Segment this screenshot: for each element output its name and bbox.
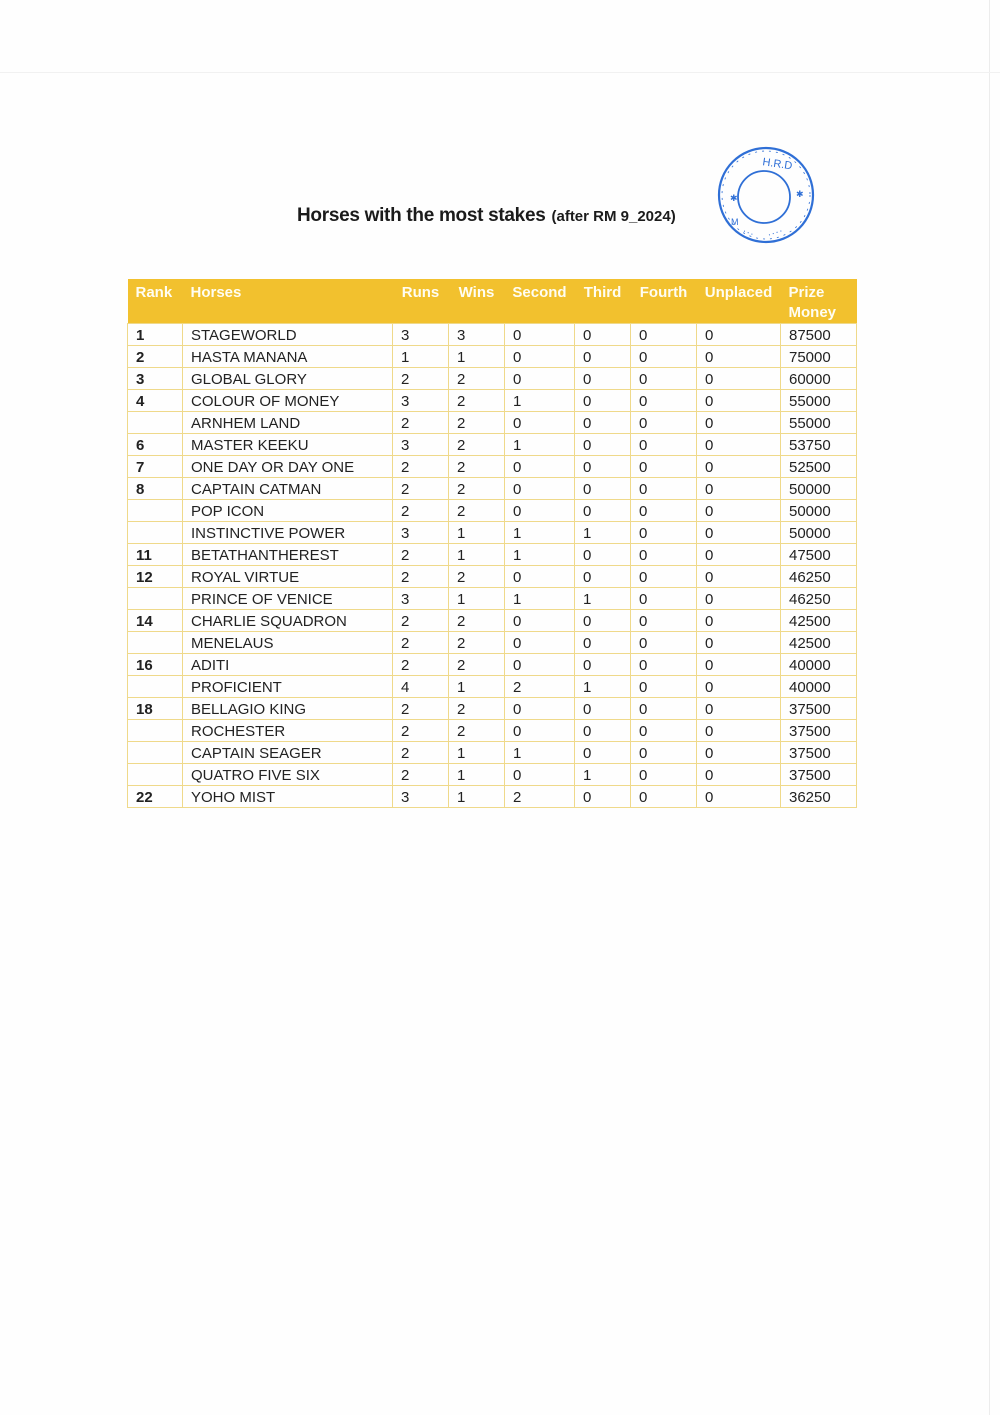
cell-wins: 2 (449, 720, 505, 742)
cell-fourth: 0 (631, 456, 697, 478)
cell-wins: 1 (449, 764, 505, 786)
cell-second: 1 (505, 390, 575, 412)
table-row (128, 390, 857, 412)
title-subtitle: (after RM 9_2024) (551, 208, 676, 225)
cell-horse: GLOBAL GLORY (183, 368, 393, 390)
cell-fourth: 0 (631, 390, 697, 412)
cell-runs: 3 (393, 786, 449, 808)
cell-unplaced: 0 (697, 544, 781, 566)
cell-runs: 3 (393, 390, 449, 412)
cell-wins: 1 (449, 522, 505, 544)
cell-runs: 2 (393, 742, 449, 764)
cell-third: 0 (575, 742, 631, 764)
cell-runs: 3 (393, 434, 449, 456)
cell-wins: 2 (449, 698, 505, 720)
cell-rank (128, 500, 183, 522)
cell-wins: 2 (449, 434, 505, 456)
cell-unplaced: 0 (697, 500, 781, 522)
cell-horse: STAGEWORLD (183, 324, 393, 346)
table-row (128, 500, 857, 522)
table-row (128, 412, 857, 434)
cell-fourth: 0 (631, 720, 697, 742)
cell-prize-money: 50000 (781, 478, 857, 500)
table-header-row (128, 279, 857, 324)
table-row (128, 632, 857, 654)
cell-unplaced: 0 (697, 610, 781, 632)
cell-rank: 1 (128, 324, 183, 346)
cell-prize-money: 53750 (781, 434, 857, 456)
cell-prize-money: 50000 (781, 500, 857, 522)
cell-runs: 2 (393, 720, 449, 742)
cell-third: 0 (575, 324, 631, 346)
table-row (128, 742, 857, 764)
cell-prize-money: 50000 (781, 522, 857, 544)
cell-wins: 2 (449, 500, 505, 522)
cell-wins: 2 (449, 456, 505, 478)
cell-third: 0 (575, 390, 631, 412)
header-third: Third (575, 279, 631, 324)
cell-fourth: 0 (631, 764, 697, 786)
svg-text:✱: ✱ (796, 190, 804, 200)
cell-horse: CAPTAIN SEAGER (183, 742, 393, 764)
table-row (128, 324, 857, 346)
cell-prize-money: 55000 (781, 412, 857, 434)
cell-third: 1 (575, 676, 631, 698)
cell-wins: 1 (449, 544, 505, 566)
cell-third: 0 (575, 698, 631, 720)
stamp-top-text: H.R.D (761, 156, 794, 173)
cell-second: 2 (505, 676, 575, 698)
svg-text:✱: ✱ (730, 194, 738, 204)
cell-rank (128, 764, 183, 786)
cell-third: 1 (575, 764, 631, 786)
cell-horse: POP ICON (183, 500, 393, 522)
cell-fourth: 0 (631, 632, 697, 654)
cell-third: 0 (575, 368, 631, 390)
cell-rank: 4 (128, 390, 183, 412)
cell-horse: ONE DAY OR DAY ONE (183, 456, 393, 478)
scan-line (0, 72, 1000, 73)
cell-fourth: 0 (631, 698, 697, 720)
cell-unplaced: 0 (697, 742, 781, 764)
table-body (128, 324, 857, 808)
cell-horse: ROCHESTER (183, 720, 393, 742)
cell-prize-money: 42500 (781, 632, 857, 654)
cell-third: 1 (575, 522, 631, 544)
header-runs: Runs (393, 279, 449, 324)
cell-second: 0 (505, 346, 575, 368)
cell-fourth: 0 (631, 324, 697, 346)
cell-unplaced: 0 (697, 324, 781, 346)
cell-third: 0 (575, 632, 631, 654)
cell-second: 1 (505, 588, 575, 610)
cell-wins: 1 (449, 346, 505, 368)
cell-horse: PROFICIENT (183, 676, 393, 698)
cell-second: 0 (505, 456, 575, 478)
cell-runs: 2 (393, 456, 449, 478)
table-row (128, 478, 857, 500)
cell-horse: MASTER KEEKU (183, 434, 393, 456)
cell-fourth: 0 (631, 654, 697, 676)
cell-wins: 2 (449, 478, 505, 500)
cell-rank: 6 (128, 434, 183, 456)
table-row (128, 566, 857, 588)
cell-prize-money: 46250 (781, 588, 857, 610)
cell-horse: QUATRO FIVE SIX (183, 764, 393, 786)
cell-prize-money: 47500 (781, 544, 857, 566)
cell-third: 0 (575, 434, 631, 456)
cell-second: 2 (505, 786, 575, 808)
cell-fourth: 0 (631, 500, 697, 522)
cell-runs: 2 (393, 412, 449, 434)
cell-second: 0 (505, 478, 575, 500)
cell-prize-money: 37500 (781, 742, 857, 764)
cell-fourth: 0 (631, 786, 697, 808)
cell-horse: COLOUR OF MONEY (183, 390, 393, 412)
cell-prize-money: 55000 (781, 390, 857, 412)
cell-second: 0 (505, 566, 575, 588)
cell-third: 0 (575, 346, 631, 368)
cell-runs: 2 (393, 368, 449, 390)
header-wins: Wins (449, 279, 505, 324)
cell-horse: ARNHEM LAND (183, 412, 393, 434)
cell-third: 0 (575, 544, 631, 566)
cell-wins: 3 (449, 324, 505, 346)
cell-prize-money: 37500 (781, 698, 857, 720)
table-row (128, 544, 857, 566)
stakes-table (127, 279, 857, 808)
table-row (128, 522, 857, 544)
cell-unplaced: 0 (697, 412, 781, 434)
cell-unplaced: 0 (697, 786, 781, 808)
cell-horse: BETATHANTHEREST (183, 544, 393, 566)
cell-wins: 1 (449, 588, 505, 610)
cell-second: 0 (505, 654, 575, 676)
cell-second: 0 (505, 632, 575, 654)
cell-unplaced: 0 (697, 456, 781, 478)
page-title (297, 205, 676, 227)
cell-runs: 2 (393, 698, 449, 720)
header-rank: Rank (128, 279, 183, 324)
cell-prize-money: 40000 (781, 654, 857, 676)
cell-wins: 1 (449, 676, 505, 698)
cell-unplaced: 0 (697, 434, 781, 456)
cell-fourth: 0 (631, 434, 697, 456)
cell-horse: ADITI (183, 654, 393, 676)
cell-second: 0 (505, 764, 575, 786)
cell-wins: 2 (449, 654, 505, 676)
table-row (128, 654, 857, 676)
cell-horse: CHARLIE SQUADRON (183, 610, 393, 632)
cell-horse: MENELAUS (183, 632, 393, 654)
cell-second: 0 (505, 412, 575, 434)
cell-prize-money: 87500 (781, 324, 857, 346)
official-stamp (714, 143, 818, 247)
cell-horse: YOHO MIST (183, 786, 393, 808)
cell-fourth: 0 (631, 676, 697, 698)
cell-unplaced: 0 (697, 632, 781, 654)
cell-unplaced: 0 (697, 676, 781, 698)
cell-third: 0 (575, 786, 631, 808)
table-row (128, 764, 857, 786)
cell-third: 0 (575, 720, 631, 742)
table-row (128, 368, 857, 390)
cell-unplaced: 0 (697, 764, 781, 786)
title-main: Horses with the most stakes (297, 205, 546, 226)
cell-fourth: 0 (631, 368, 697, 390)
cell-wins: 1 (449, 786, 505, 808)
table-row (128, 346, 857, 368)
cell-third: 0 (575, 500, 631, 522)
cell-wins: 2 (449, 368, 505, 390)
cell-fourth: 0 (631, 566, 697, 588)
cell-fourth: 0 (631, 522, 697, 544)
cell-runs: 2 (393, 654, 449, 676)
cell-unplaced: 0 (697, 566, 781, 588)
cell-fourth: 0 (631, 588, 697, 610)
cell-fourth: 0 (631, 478, 697, 500)
cell-prize-money: 75000 (781, 346, 857, 368)
cell-wins: 1 (449, 742, 505, 764)
cell-runs: 3 (393, 588, 449, 610)
cell-prize-money: 42500 (781, 610, 857, 632)
cell-rank (128, 720, 183, 742)
cell-runs: 3 (393, 324, 449, 346)
cell-unplaced: 0 (697, 368, 781, 390)
cell-third: 0 (575, 478, 631, 500)
cell-unplaced: 0 (697, 588, 781, 610)
cell-unplaced: 0 (697, 478, 781, 500)
cell-second: 0 (505, 500, 575, 522)
cell-second: 0 (505, 368, 575, 390)
cell-rank: 22 (128, 786, 183, 808)
cell-rank (128, 676, 183, 698)
cell-runs: 2 (393, 632, 449, 654)
cell-prize-money: 37500 (781, 720, 857, 742)
cell-third: 0 (575, 412, 631, 434)
cell-second: 1 (505, 544, 575, 566)
cell-runs: 1 (393, 346, 449, 368)
header-fourth: Fourth (631, 279, 697, 324)
cell-rank (128, 588, 183, 610)
table-row (128, 786, 857, 808)
table-row (128, 434, 857, 456)
cell-fourth: 0 (631, 742, 697, 764)
cell-horse: BELLAGIO KING (183, 698, 393, 720)
cell-wins: 2 (449, 610, 505, 632)
table-row (128, 456, 857, 478)
cell-horse: ROYAL VIRTUE (183, 566, 393, 588)
cell-unplaced: 0 (697, 698, 781, 720)
cell-unplaced: 0 (697, 720, 781, 742)
cell-second: 1 (505, 522, 575, 544)
cell-prize-money: 60000 (781, 368, 857, 390)
cell-rank (128, 742, 183, 764)
cell-rank: 7 (128, 456, 183, 478)
cell-runs: 2 (393, 544, 449, 566)
cell-prize-money: 40000 (781, 676, 857, 698)
cell-third: 0 (575, 566, 631, 588)
cell-wins: 2 (449, 632, 505, 654)
table-row (128, 676, 857, 698)
cell-runs: 2 (393, 764, 449, 786)
cell-fourth: 0 (631, 544, 697, 566)
table-row (128, 698, 857, 720)
cell-rank (128, 522, 183, 544)
cell-wins: 2 (449, 390, 505, 412)
cell-rank: 12 (128, 566, 183, 588)
cell-rank: 3 (128, 368, 183, 390)
cell-second: 0 (505, 698, 575, 720)
cell-fourth: 0 (631, 610, 697, 632)
cell-runs: 3 (393, 522, 449, 544)
cell-second: 0 (505, 324, 575, 346)
cell-wins: 2 (449, 566, 505, 588)
cell-unplaced: 0 (697, 522, 781, 544)
page-edge (989, 0, 990, 1415)
cell-rank: 11 (128, 544, 183, 566)
cell-runs: 4 (393, 676, 449, 698)
cell-runs: 2 (393, 500, 449, 522)
cell-runs: 2 (393, 478, 449, 500)
cell-rank: 18 (128, 698, 183, 720)
cell-third: 0 (575, 610, 631, 632)
cell-rank: 14 (128, 610, 183, 632)
cell-unplaced: 0 (697, 390, 781, 412)
cell-rank (128, 632, 183, 654)
cell-second: 1 (505, 434, 575, 456)
table-row (128, 720, 857, 742)
cell-horse: INSTINCTIVE POWER (183, 522, 393, 544)
cell-horse: PRINCE OF VENICE (183, 588, 393, 610)
cell-unplaced: 0 (697, 346, 781, 368)
header-prize-money: Prize Money (781, 279, 857, 324)
cell-prize-money: 52500 (781, 456, 857, 478)
cell-horse: CAPTAIN CATMAN (183, 478, 393, 500)
table-row (128, 588, 857, 610)
table-row (128, 610, 857, 632)
cell-third: 1 (575, 588, 631, 610)
cell-rank (128, 412, 183, 434)
cell-fourth: 0 (631, 346, 697, 368)
cell-second: 0 (505, 610, 575, 632)
cell-wins: 2 (449, 412, 505, 434)
header-second: Second (505, 279, 575, 324)
cell-third: 0 (575, 654, 631, 676)
cell-horse: HASTA MANANA (183, 346, 393, 368)
cell-third: 0 (575, 456, 631, 478)
cell-unplaced: 0 (697, 654, 781, 676)
cell-runs: 2 (393, 566, 449, 588)
cell-prize-money: 37500 (781, 764, 857, 786)
cell-rank: 2 (128, 346, 183, 368)
cell-rank: 8 (128, 478, 183, 500)
cell-prize-money: 36250 (781, 786, 857, 808)
cell-second: 1 (505, 742, 575, 764)
cell-second: 0 (505, 720, 575, 742)
header-horses: Horses (183, 279, 393, 324)
cell-runs: 2 (393, 610, 449, 632)
cell-rank: 16 (128, 654, 183, 676)
header-unplaced: Unplaced (697, 279, 781, 324)
stamp-bottom-text: M (731, 217, 739, 227)
cell-fourth: 0 (631, 412, 697, 434)
cell-prize-money: 46250 (781, 566, 857, 588)
